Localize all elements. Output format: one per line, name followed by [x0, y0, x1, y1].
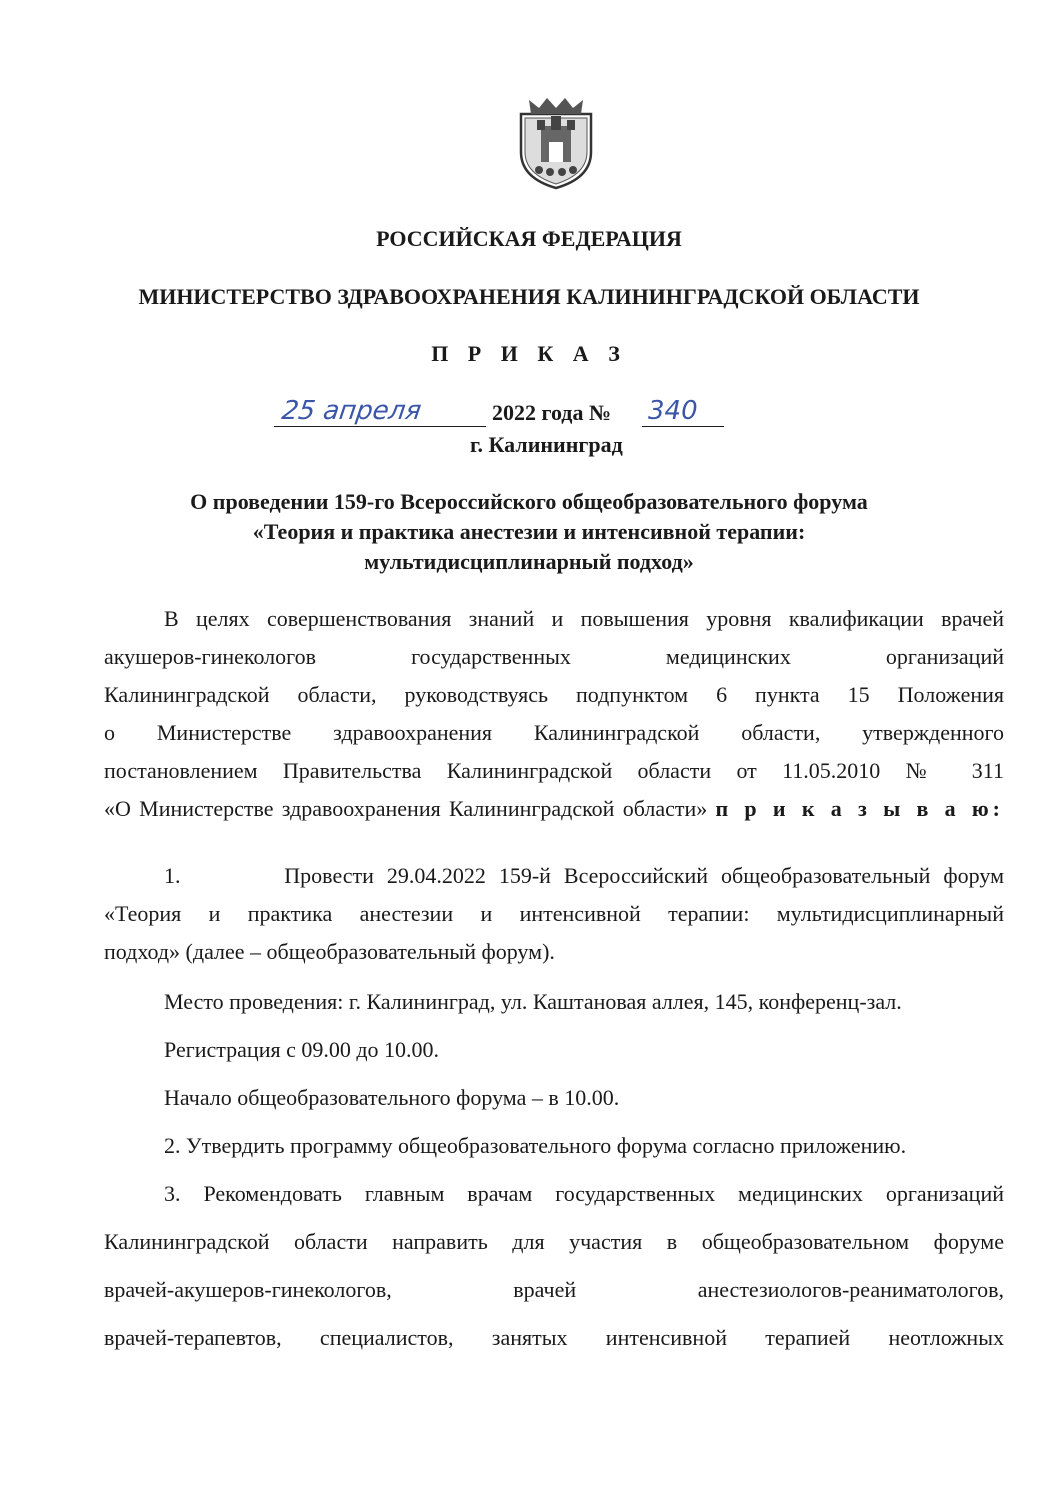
item-1-paragraph: [104, 857, 1004, 971]
title-line: О проведении 159-го Всероссийского общеобразовательного форума: [190, 489, 868, 514]
text-line: постановлением Правительства Калининградской области от 11.05.2010 № 311: [104, 758, 1004, 783]
handwritten-date: 25 апреля: [279, 396, 424, 426]
text-line: о Министерстве здравоохранения Калининградской области, утвержденного: [104, 720, 1004, 745]
year-label: 2022 года №: [492, 400, 612, 425]
country-heading: РОССИЙСКАЯ ФЕДЕРАЦИЯ: [376, 226, 682, 251]
start-line: Начало общеобразовательного форума – в 10.00.: [164, 1085, 620, 1110]
text-line: Калининградской области, руководствуясь подпунктом 6 пункта 15 Положения: [104, 682, 1004, 707]
title-line: «Теория и практика анестезии и интенсивной терапии:: [252, 519, 806, 544]
order-word: п р и к а з ы в а ю:: [715, 796, 1004, 821]
document-title: [0, 487, 1058, 577]
place-line: Место проведения: г. Калининград, ул. Каштановая аллея, 145, конференц-зал.: [164, 989, 902, 1014]
text-line: В целях совершенствования знаний и повышения уровня квалификации врачей: [164, 606, 1004, 631]
title-line: мультидисциплинарный подход»: [364, 549, 694, 574]
text-line: «Теория и практика анестезии и интенсивной терапии: мультидисциплинарный: [104, 901, 1004, 926]
item-number: 1.: [164, 863, 181, 888]
text-line: «О Министерстве здравоохранения Калининградской области»: [104, 796, 708, 821]
text-line: врачей-терапевтов, специалистов, занятых интенсивной терапией неотложных: [104, 1325, 1004, 1350]
text-line: Провести 29.04.2022 159-й Всероссийский общеобразовательный форум: [284, 863, 1004, 888]
text-line-numbered: [104, 857, 1004, 895]
date-number-line: [0, 396, 1058, 436]
text-line: врачей-акушеров-гинекологов, врачей анестезиологов-реаниматологов,: [104, 1277, 1004, 1302]
ministry-heading: МИНИСТЕРСТВО ЗДРАВООХРАНЕНИЯ КАЛИНИНГРАДСКОЙ ОБЛАСТИ: [138, 284, 920, 309]
handwritten-number: 340: [648, 396, 698, 426]
doc-type-heading: П Р И К А З: [431, 341, 627, 366]
city-label: г. Калининград: [470, 432, 623, 457]
item-3-line: 3. Рекомендовать главным врачам государственных медицинских организаций: [164, 1181, 1004, 1206]
text-line-with-order: [104, 790, 1004, 828]
coat-of-arms-emblem: [515, 92, 597, 190]
preamble-paragraph: [104, 600, 1004, 828]
text-line: подход» (далее – общеобразовательный форум).: [104, 939, 555, 964]
item-2-line: 2. Утвердить программу общеобразовательного форума согласно приложению.: [164, 1133, 907, 1158]
details-section: [104, 983, 1004, 1357]
date-underline: [274, 426, 486, 427]
text-line: акушеров-гинекологов государственных медицинских организаций: [104, 644, 1004, 669]
number-underline: [642, 426, 724, 427]
registration-line: Регистрация с 09.00 до 10.00.: [164, 1037, 440, 1062]
text-line: Калининградской области направить для участия в общеобразовательном форуме: [104, 1229, 1004, 1254]
